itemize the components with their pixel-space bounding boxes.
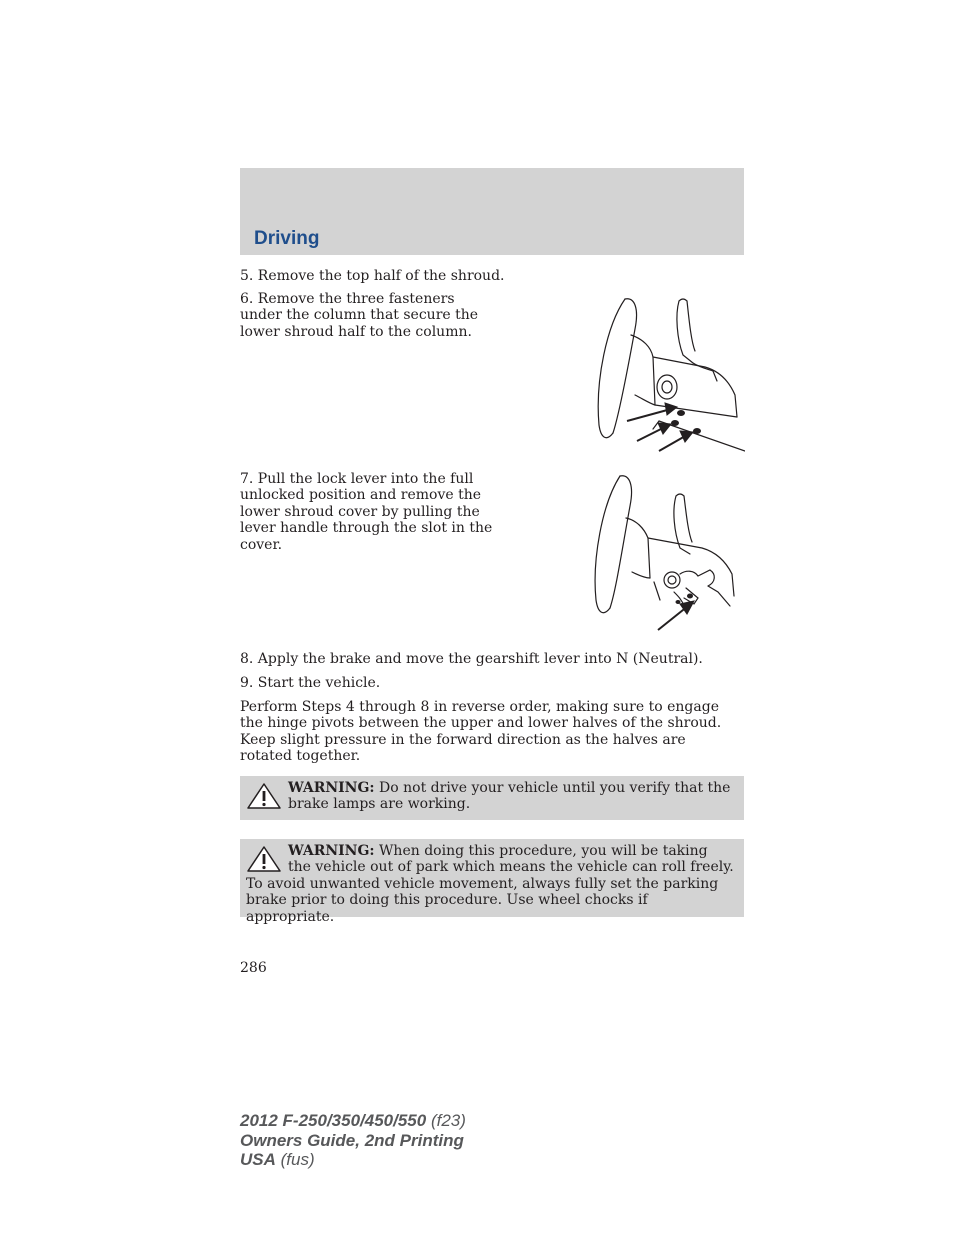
step-5-text: 5. Remove the top half of the shroud. xyxy=(240,268,505,284)
footer-line-edition: Owners Guide, 2nd Printing xyxy=(240,1130,464,1150)
warning-text xyxy=(246,780,734,813)
warning-triangle-icon xyxy=(246,782,282,810)
footer-line-market: USA (fus) xyxy=(240,1150,315,1169)
warning-label: WARNING: xyxy=(288,843,375,859)
step-7-text: 7. Pull the lock lever into the full unlocked position and remove the lower shroud cover by pulling the lever handle through the slot in the cover. xyxy=(240,471,493,553)
steering-column-lock-lever-illustration xyxy=(590,470,745,635)
footer-line-model: 2012 F-250/350/450/550 (f23) xyxy=(240,1111,466,1130)
steering-column-fasteners-illustration xyxy=(595,295,745,455)
section-header-band xyxy=(240,168,744,255)
warning-body: Do not drive your vehicle until you verify that the brake lamps are working. xyxy=(288,780,731,813)
warning-text xyxy=(246,843,734,925)
page-number: 286 xyxy=(240,960,267,976)
document-footer xyxy=(240,1111,466,1170)
step-8-text: 8. Apply the brake and move the gearshift lever into N (Neutral). xyxy=(240,651,703,667)
reverse-order-instruction: Perform Steps 4 through 8 in reverse order, making sure to engage the hinge pivots between the upper and lower halves of the shroud. Keep slight pressure in the forward direction as the halves are rotated together. xyxy=(240,699,722,765)
warning-triangle-icon xyxy=(246,845,282,873)
section-title: Driving xyxy=(254,228,320,249)
warning-label: WARNING: xyxy=(288,780,375,796)
warning-box-brake-lamps xyxy=(240,776,744,820)
warning-box-vehicle-roll xyxy=(240,839,744,925)
step-9-text: 9. Start the vehicle. xyxy=(240,675,381,691)
warning-body: When doing this procedure, you will be taking the vehicle out of park which means the vehicle can roll freely. To avoid unwanted vehicle movement, always fully set the parking brake prior to doing this procedure. Use wheel chocks if appropriate. xyxy=(246,843,734,925)
step-6-text: 6. Remove the three fasteners under the column that secure the lower shroud half to the column. xyxy=(240,291,479,340)
